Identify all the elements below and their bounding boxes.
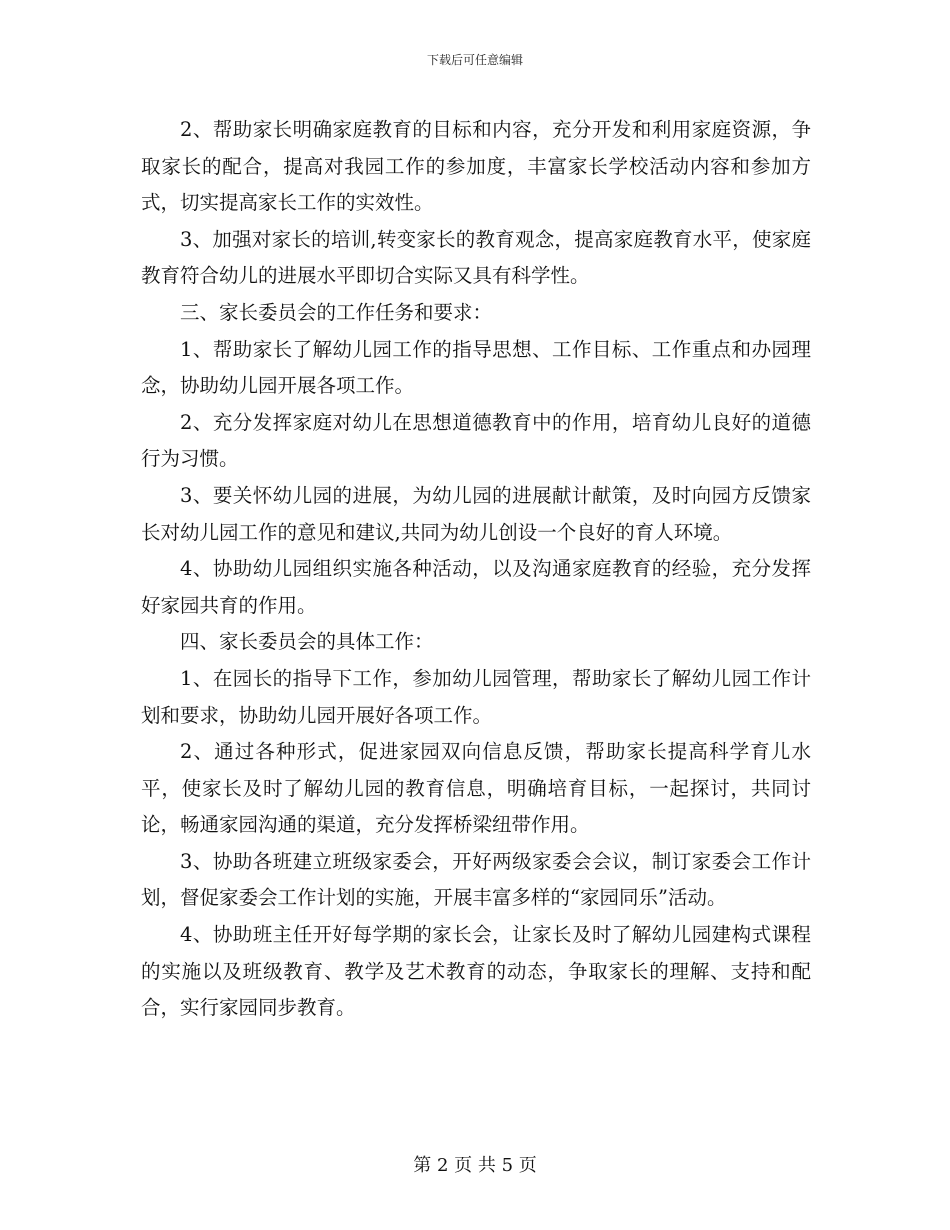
document-body bbox=[141, 112, 811, 1027]
paragraph: 2、通过各种形式，促进家园双向信息反馈，帮助家长提高科学育儿水平，使家长及时了解幼儿园的教育信息，明确培育目标，一起探讨，共同讨论，畅通家园沟通的渠道，充分发挥桥梁纽带作用。 bbox=[141, 740, 811, 837]
paragraph: 2、充分发挥家庭对幼儿在思想道德教育中的作用，培育幼儿良好的道德行为习惯。 bbox=[141, 410, 811, 471]
paragraph: 1、帮助家长了解幼儿园工作的指导思想、工作目标、工作重点和办园理念，协助幼儿园开展各项工作。 bbox=[141, 337, 811, 398]
section-heading: 三、家长委员会的工作任务和要求： bbox=[180, 300, 493, 324]
paragraph: 3、协助各班建立班级家委会，开好两级家委会会议，制订家委会工作计划，督促家委会工作计划的实施，开展丰富多样的“家园同乐”活动。 bbox=[141, 849, 811, 910]
paragraph: 3、加强对家长的培训,转变家长的教育观念，提高家庭教育水平，使家庭教育符合幼儿的进展水平即切合实际又具有科学性。 bbox=[141, 227, 811, 288]
page-header: 下载后可任意编辑 bbox=[426, 53, 523, 67]
page-footer bbox=[0, 1154, 950, 1178]
section-heading: 四、家长委员会的具体工作： bbox=[180, 630, 434, 654]
paragraph: 1、在园长的指导下工作，参加幼儿园管理，帮助家长了解幼儿园工作计划和要求，协助幼儿园开展好各项工作。 bbox=[141, 666, 811, 727]
page-number-label: 第 2 页 共 5 页 bbox=[413, 1155, 537, 1176]
paragraph: 4、协助幼儿园组织实施各种活动，以及沟通家庭教育的经验，充分发挥好家园共育的作用。 bbox=[141, 557, 811, 617]
paragraph: 4、协助班主任开好每学期的家长会，让家长及时了解幼儿园建构式课程的实施以及班级教育、教学及艺术教育的动态，争取家长的理解、支持和配合，实行家园同步教育。 bbox=[141, 923, 811, 1020]
paragraph: 2、帮助家长明确家庭教育的目标和内容，充分开发和利用家庭资源，争取家长的配合，提高对我园工作的参加度，丰富家长学校活动内容和参加方式，切实提高家长工作的实效性。 bbox=[141, 118, 811, 215]
paragraph: 3、要关怀幼儿园的进展，为幼儿园的进展献计献策，及时向园方反馈家长对幼儿园工作的意见和建议,共同为幼儿创设一个良好的育人环境。 bbox=[141, 483, 811, 544]
